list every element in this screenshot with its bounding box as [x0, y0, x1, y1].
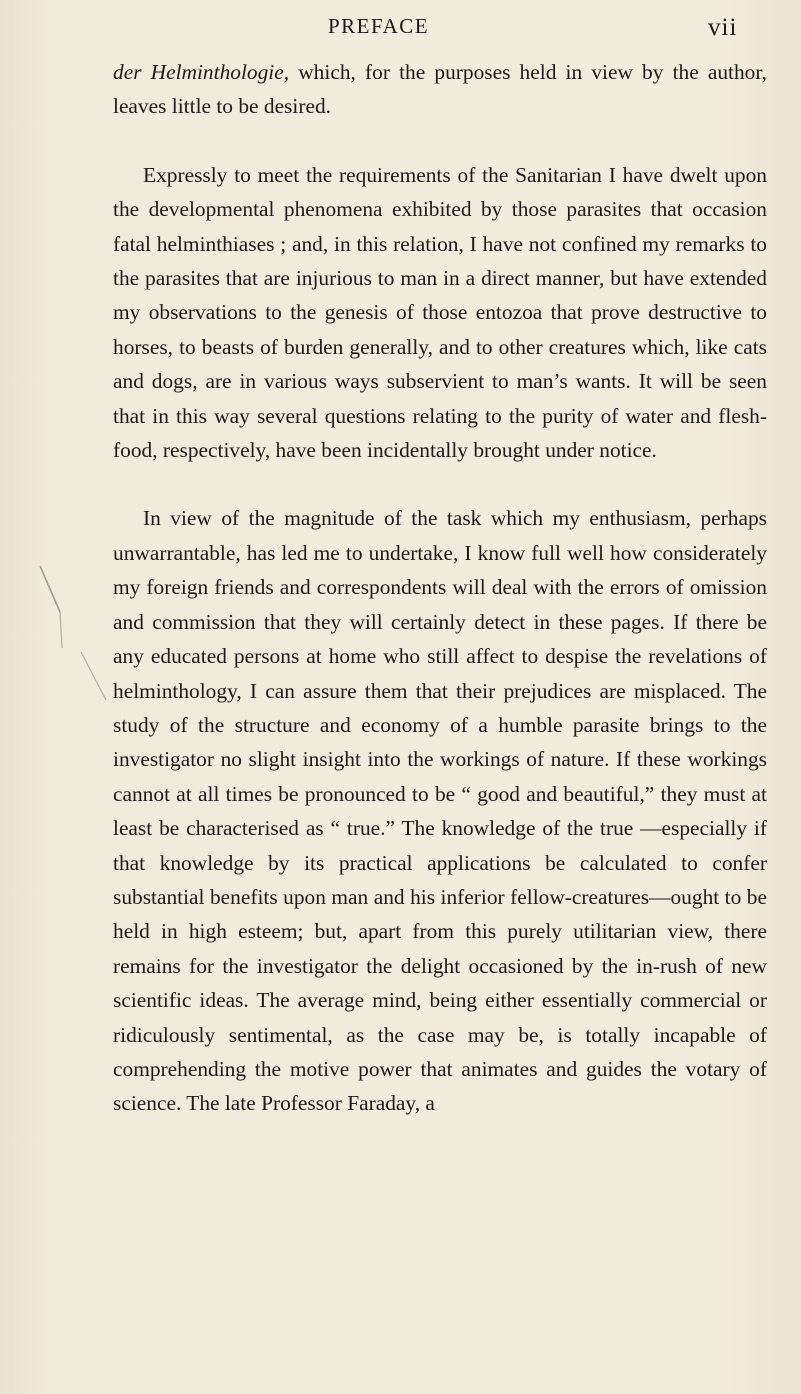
paragraph-3: In view of the magnitude of the task which my enthusiasm, perhaps unwarrantable, has led me to undertake, I know full well how considerately my foreign friends and correspondents will deal with the errors of omission and commission that they will certainly detect in these pages. If there be any educated persons at home who still affect to despise the revelations of helminthology, I can assure them that their prejudices are misplaced. The study of the structure and economy of a humble parasite brings to the investigator no slight insight into the workings of nature. If these workings cannot at all times be pronounced to be “ good and beautiful,” they must at least be characterised as “ true.” The knowledge of the true —especially if that knowledge by its practical applications be calculated to confer substantial benefits upon man and his inferior fellow-creatures—ought to be held in high esteem; but, apart from this purely utilitarian view, there remains for the investigator the delight occasioned by the in-rush of new scientific ideas. The average mind, being either essentially commercial or ridiculously sentimental, as the case may be, is totally incapable of comprehending the motive power that animates and guides the votary of science. The late Professor Faraday, a	[113, 506, 767, 1116]
page-number: vii	[708, 14, 738, 41]
paragraph-2: Expressly to meet the requirements of the Sanitarian I have dwelt upon the developmental phenomena exhibited by those parasites that occasion fatal helminthiases ; and, in this relation, I have not confined my remarks to the parasites that are injurious to man in a direct manner, but have extended my observations to the genesis of those entozoa that prove destructive to horses, to beasts of burden generally, and to other creatures which, like cats and dogs, are in various ways subservient to man’s wants. It will be seen that in this way several questions relating to the purity of water and flesh-food, respectively, have been incidentally brought under notice.	[113, 162, 767, 463]
body-text	[113, 55, 767, 1121]
running-head	[0, 14, 801, 54]
running-title: PREFACE	[328, 14, 430, 38]
book-title-italic: der Helminthologie,	[113, 60, 290, 84]
paragraph-1-text: which, for the purposes held in view by the author, leaves little to be desired.	[113, 60, 767, 119]
paragraph-1	[113, 55, 767, 124]
